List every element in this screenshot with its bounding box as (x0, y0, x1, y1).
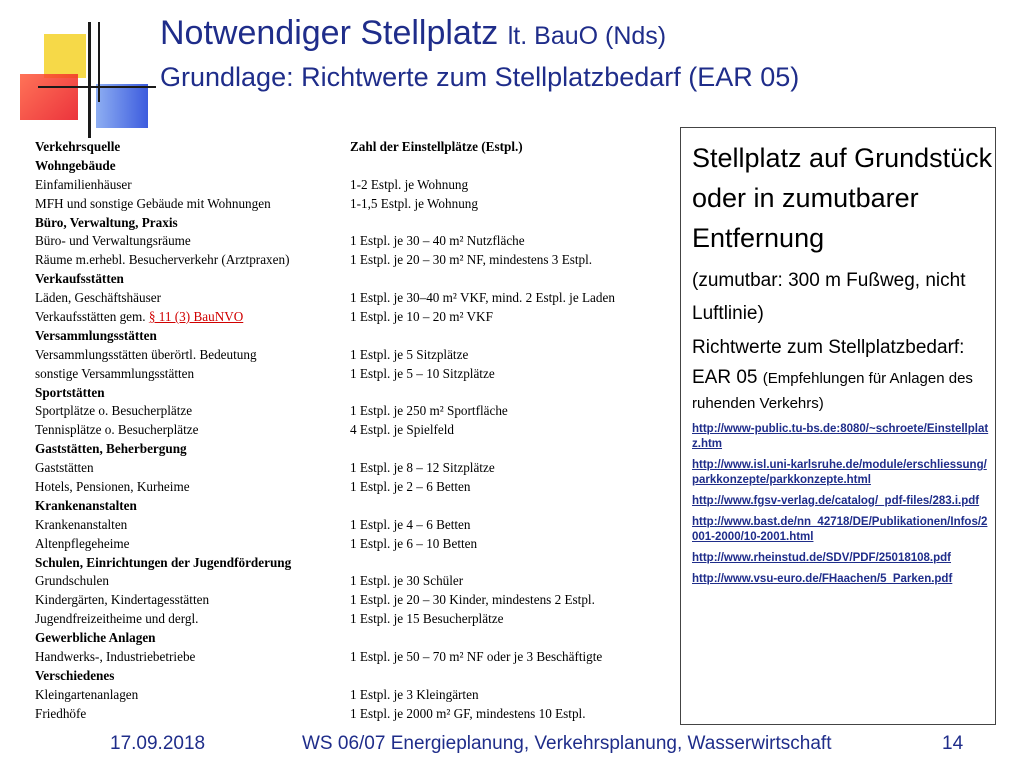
cell-source (35, 440, 187, 459)
cell-source (35, 232, 191, 251)
box-heading: Stellplatz auf Grundstück oder in zumutbarer Entfernung (692, 143, 993, 253)
header-col-source: Verkehrsquelle (35, 139, 121, 154)
cell-source-text: Jugendfreizeitheime und dergl. (35, 611, 199, 627)
cell-count: 1 Estpl. je 30 – 40 m² Nutzfläche (350, 233, 525, 249)
cell-source-text: Versammlungsstätten (35, 327, 157, 343)
link-fgsv[interactable]: http://www.fgsv-verlag.de/catalog/_pdf-files/283.i.pdf (692, 495, 980, 507)
cell-source-text: Wohngebäude (35, 157, 116, 173)
cell-source (35, 421, 198, 440)
slide-title (160, 14, 666, 53)
cell-count: 1 Estpl. je 20 – 30 m² NF, mindestens 3 Estpl. (350, 252, 593, 268)
cell-source-text: Sportplätze o. Besucherplätze (35, 403, 193, 419)
cell-source (35, 346, 257, 365)
cell-source (35, 327, 157, 346)
cell-source-text: Gaststätten (35, 460, 94, 476)
link-tu-bs[interactable]: http://www-public.tu-bs.de:8080/~schroete/Einstellplatz.htm (692, 423, 989, 450)
cell-source-text: Altenpflegeheime (35, 535, 130, 551)
footer-text: WS 06/07 Energieplanung, Verkehrsplanung, Wasserwirtschaft (302, 733, 832, 754)
cell-source-text: Gaststätten, Beherbergung (35, 441, 187, 457)
cell-count: 1 Estpl. je 3 Kleingärten (350, 686, 479, 702)
cell-source-text: Büro, Verwaltung, Praxis (35, 214, 178, 230)
cell-source-text: Krankenanstalten (35, 497, 137, 513)
box-note: (zumutbar: 300 m Fußweg, nicht Luftlinie) (692, 270, 966, 324)
cell-source (35, 648, 195, 667)
cell-source (35, 629, 156, 648)
cell-source-text: Verschiedenes (35, 667, 115, 683)
decor-blue-square (96, 84, 148, 128)
cell-count: 1 Estpl. je 6 – 10 Betten (350, 535, 478, 551)
cell-source (35, 270, 124, 289)
decor-vertical-line (88, 22, 91, 138)
cell-source (35, 459, 94, 478)
cell-source (35, 176, 132, 195)
baunvo-link[interactable]: § 11 (3) BauNVO (148, 309, 244, 325)
cell-source-text: Büro- und Verwaltungsräume (35, 233, 191, 249)
title-suffix: lt. BauO (Nds) (507, 22, 667, 50)
decor-red-square (20, 74, 78, 120)
cell-source-text: Läden, Geschäftshäuser (35, 290, 161, 306)
cell-source (35, 572, 109, 591)
cell-count: 1 Estpl. je 5 – 10 Sitzplätze (350, 365, 495, 381)
cell-source (35, 214, 178, 233)
cell-source-text: Einfamilienhäuser (35, 176, 132, 192)
link-bast[interactable]: http://www.bast.de/nn_42718/DE/Publikationen/Infos/2001-2000/10-2001.html (692, 516, 988, 543)
cell-count: 1 Estpl. je 8 – 12 Sitzplätze (350, 460, 495, 476)
cell-source (35, 591, 209, 610)
cell-source (35, 667, 114, 686)
cell-source (35, 535, 129, 554)
cell-source (35, 705, 86, 724)
cell-source (35, 554, 291, 573)
cell-source (35, 384, 105, 403)
ear-description: (Empfehlungen für Anlagen des ruhenden Verkehrs) (692, 370, 973, 412)
cell-count: 1 Estpl. je 2000 m² GF, mindestens 10 Estpl. (350, 705, 586, 721)
cell-source (35, 516, 127, 535)
decor-vertical-line (98, 22, 100, 102)
cell-source (35, 497, 137, 516)
link-isl-karlsruhe[interactable]: http://www.isl.uni-karlsruhe.de/module/erschliessung/parkkonzepte/parkkonzepte.html (692, 459, 987, 486)
link-vsu-euro[interactable]: http://www.vsu-euro.de/FHaachen/5_Parken.pdf (692, 573, 953, 585)
link-rheinstud[interactable]: http://www.rheinstud.de/SDV/PDF/25018108.pdf (692, 552, 952, 564)
page-number: 14 (942, 733, 964, 754)
cell-source (35, 251, 289, 270)
cell-source (35, 308, 243, 327)
cell-source-text: Kleingartenanlagen (35, 686, 139, 702)
box-richtwerte: Richtwerte zum Stellplatzbedarf: (692, 337, 965, 358)
cell-source (35, 157, 116, 176)
cell-source-text: Grundschulen (35, 573, 109, 589)
cell-count: 1 Estpl. je 15 Besucherplätze (350, 611, 504, 627)
cell-source (35, 402, 192, 421)
info-box (680, 127, 996, 725)
cell-source-text: Kindergärten, Kindertagesstätten (35, 592, 210, 608)
cell-source-text: Räume m.erhebl. Besucherverkehr (Arztpraxen) (35, 252, 290, 268)
cell-count: 1 Estpl. je 2 – 6 Betten (350, 479, 471, 495)
cell-count: 1-1,5 Estpl. je Wohnung (350, 195, 478, 211)
cell-source-text: MFH und sonstige Gebäude mit Wohnungen (35, 195, 271, 211)
footer-date: 17.09.2018 (110, 733, 206, 754)
cell-count: 1 Estpl. je 5 Sitzplätze (350, 346, 469, 362)
cell-source-text: Tennisplätze o. Besucherplätze (35, 422, 199, 438)
cell-source-text: Krankenanstalten (35, 516, 128, 532)
cell-count: 1 Estpl. je 4 – 6 Betten (350, 516, 471, 532)
decor-horizontal-line (38, 86, 156, 88)
cell-source (35, 289, 161, 308)
cell-count: 1 Estpl. je 50 – 70 m² NF oder je 3 Beschäftigte (350, 649, 603, 665)
cell-source (35, 478, 190, 497)
cell-source-text: Friedhöfe (35, 705, 87, 721)
cell-source (35, 365, 194, 384)
cell-count: 1 Estpl. je 10 – 20 m² VKF (350, 309, 493, 325)
box-ear (692, 366, 995, 416)
cell-source-text: Versammlungsstätten überörtl. Bedeutung (35, 346, 257, 362)
cell-count: 1 Estpl. je 20 – 30 Kinder, mindestens 2 Estpl. (350, 592, 595, 608)
cell-source-text: Gewerbliche Anlagen (35, 630, 156, 646)
cell-source-text: Sportstätten (35, 384, 105, 400)
cell-source-text: Schulen, Einrichtungen der Jugendförderung (35, 554, 292, 570)
cell-source (35, 686, 138, 705)
slide-subtitle: Grundlage: Richtwerte zum Stellplatzbedarf (EAR 05) (160, 62, 800, 92)
decor-yellow-square (44, 34, 86, 78)
cell-count: 1-2 Estpl. je Wohnung (350, 176, 469, 192)
title-main: Notwendiger Stellplatz (160, 14, 508, 52)
header-col-count: Zahl der Einstellplätze (Estpl.) (350, 139, 523, 154)
cell-count: 4 Estpl. je Spielfeld (350, 422, 455, 438)
cell-source-text: Hotels, Pensionen, Kurheime (35, 479, 190, 495)
cell-count: 1 Estpl. je 30–40 m² VKF, mind. 2 Estpl. je Laden (350, 290, 615, 306)
cell-source-text: Handwerks-, Industriebetriebe (35, 649, 196, 665)
cell-count: 1 Estpl. je 250 m² Sportfläche (350, 403, 508, 419)
cell-source-text: Verkaufsstätten gem. (35, 309, 149, 325)
cell-count: 1 Estpl. je 30 Schüler (350, 573, 464, 589)
cell-source (35, 195, 271, 214)
cell-source-text: Verkaufsstätten (35, 271, 124, 287)
cell-source-text: sonstige Versammlungsstätten (35, 365, 195, 381)
ear-label: EAR 05 (692, 367, 763, 388)
cell-source (35, 610, 198, 629)
